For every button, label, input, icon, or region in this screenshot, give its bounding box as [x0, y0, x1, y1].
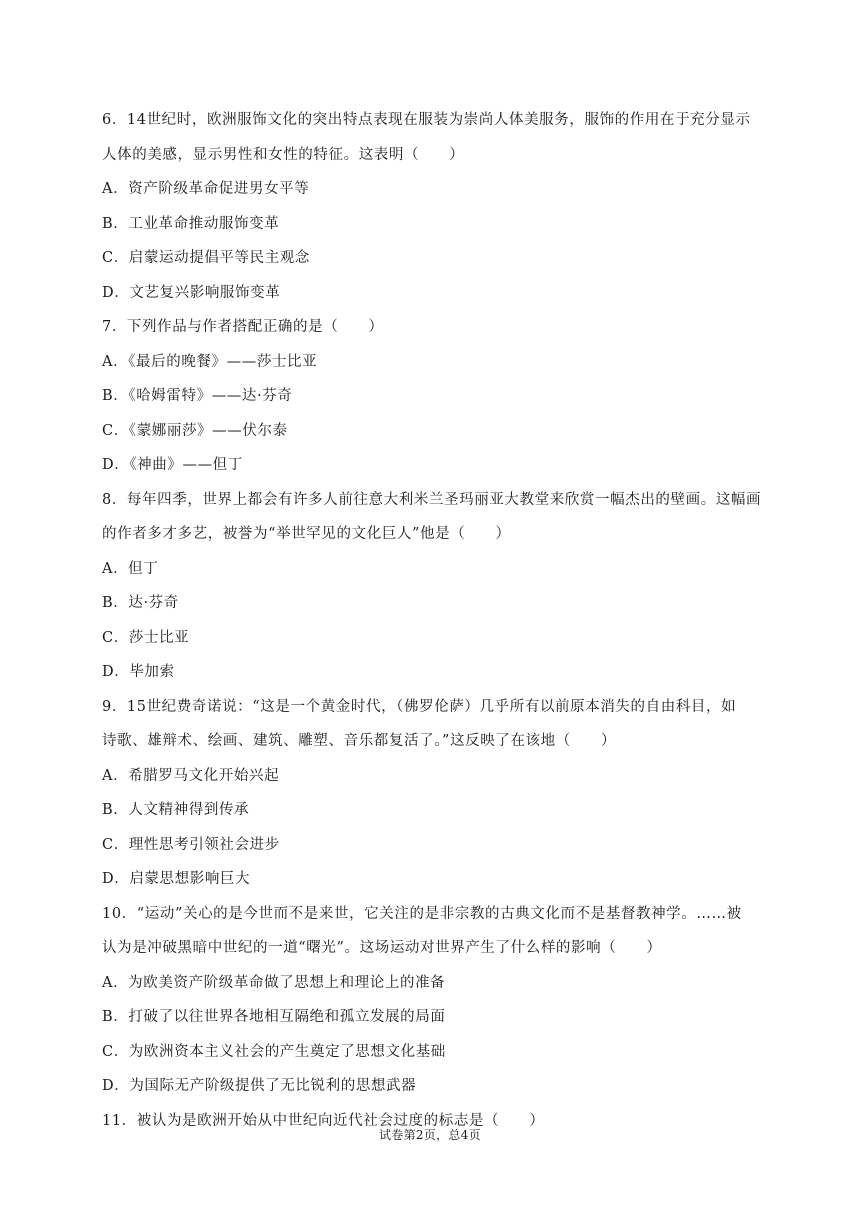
question-6-option-a: A．资产阶级革命促进男女平等 — [102, 181, 310, 197]
page-footer: 试卷第2页，总4页 — [379, 1128, 481, 1142]
question-7-option-b: B．《哈姆雷特》——达·芬奇 — [102, 388, 293, 404]
question-6-option-c: C．启蒙运动提倡平等民主观念 — [102, 250, 310, 266]
question-9-option-d: D．启蒙思想影响巨大 — [102, 871, 251, 887]
question-6-stem-line-2: 人体的美感，显示男性和女性的特征。这表明（ ） — [102, 146, 465, 163]
question-9-option-c: C．理性思考引领社会进步 — [102, 836, 280, 853]
question-6-option-d: D．文艺复兴影响服饰变革 — [102, 284, 281, 301]
question-6-option-b: B．工业革命推动服饰变革 — [102, 215, 280, 232]
question-10-option-d: D．为国际无产阶级提供了无比锐利的思想武器 — [102, 1078, 417, 1094]
question-8-option-c: C．莎士比亚 — [102, 629, 190, 646]
question-6 — [102, 103, 762, 310]
question-8-stem-line-2: 的作者多才多艺，被誉为“举世罕见的文化巨人”他是（ ） — [102, 526, 511, 542]
question-9-option-b: B．人文精神得到传承 — [102, 802, 250, 818]
question-9-stem-line-2: 诗歌、雄辩术、绘画、建筑、雕塑、音乐都复活了。”这反映了在该地（ ） — [102, 733, 617, 749]
question-8-stem-line-1: 8．每年四季，世界上都会有许多人前往意大利米兰圣玛丽亚大教堂来欣赏一幅杰出的壁画。这幅画 — [102, 491, 762, 508]
question-11-stem-line-1: 11．被认为是欧洲开始从中世纪向近代社会过度的标志是（ ） — [102, 1112, 545, 1129]
question-9-option-a: A．希腊罗马文化开始兴起 — [102, 767, 280, 784]
question-list — [102, 103, 762, 1138]
question-8-option-d: D．毕加索 — [102, 664, 175, 680]
question-10-option-c: C．为欧洲资本主义社会的产生奠定了思想文化基础 — [102, 1043, 446, 1060]
question-9-stem-line-1: 9．15世纪费奇诺说：“这是一个黄金时代，（佛罗伦萨）几乎所有以前原本消失的自由科目，如 — [102, 698, 737, 715]
question-10-option-a: A．为欧美资产阶级革命做了思想上和理论上的准备 — [102, 974, 446, 991]
question-7-option-a: A．《最后的晚餐》——莎士比亚 — [102, 353, 318, 370]
question-10-option-b: B．打破了以往世界各地相互隔绝和孤立发展的局面 — [102, 1009, 446, 1025]
question-7-option-c: C．《蒙娜丽莎》——伏尔泰 — [102, 422, 288, 439]
question-10 — [102, 897, 762, 1104]
question-9 — [102, 690, 762, 897]
question-6-stem-line-1: 6．14世纪时，欧洲服饰文化的突出特点表现在服装为崇尚人体美服务，服饰的作用在于充分显示 — [102, 112, 751, 128]
question-7 — [102, 310, 762, 483]
question-7-stem-line-1: 7．下列作品与作者搭配正确的是（ ） — [102, 319, 384, 335]
question-10-stem-line-1: 10．“运动”关心的是今世而不是来世，它关注的是非宗教的古典文化而不是基督教神学。……被 — [102, 905, 742, 922]
question-8-option-a: A．但丁 — [102, 560, 159, 577]
question-8 — [102, 483, 762, 690]
question-8-option-b: B．达·芬奇 — [102, 595, 179, 611]
question-10-stem-line-2: 认为是冲破黑暗中世纪的一道“曙光”。这场运动对世界产生了什么样的影响（ ） — [102, 940, 662, 956]
question-7-option-d: D．《神曲》——但丁 — [102, 457, 243, 473]
